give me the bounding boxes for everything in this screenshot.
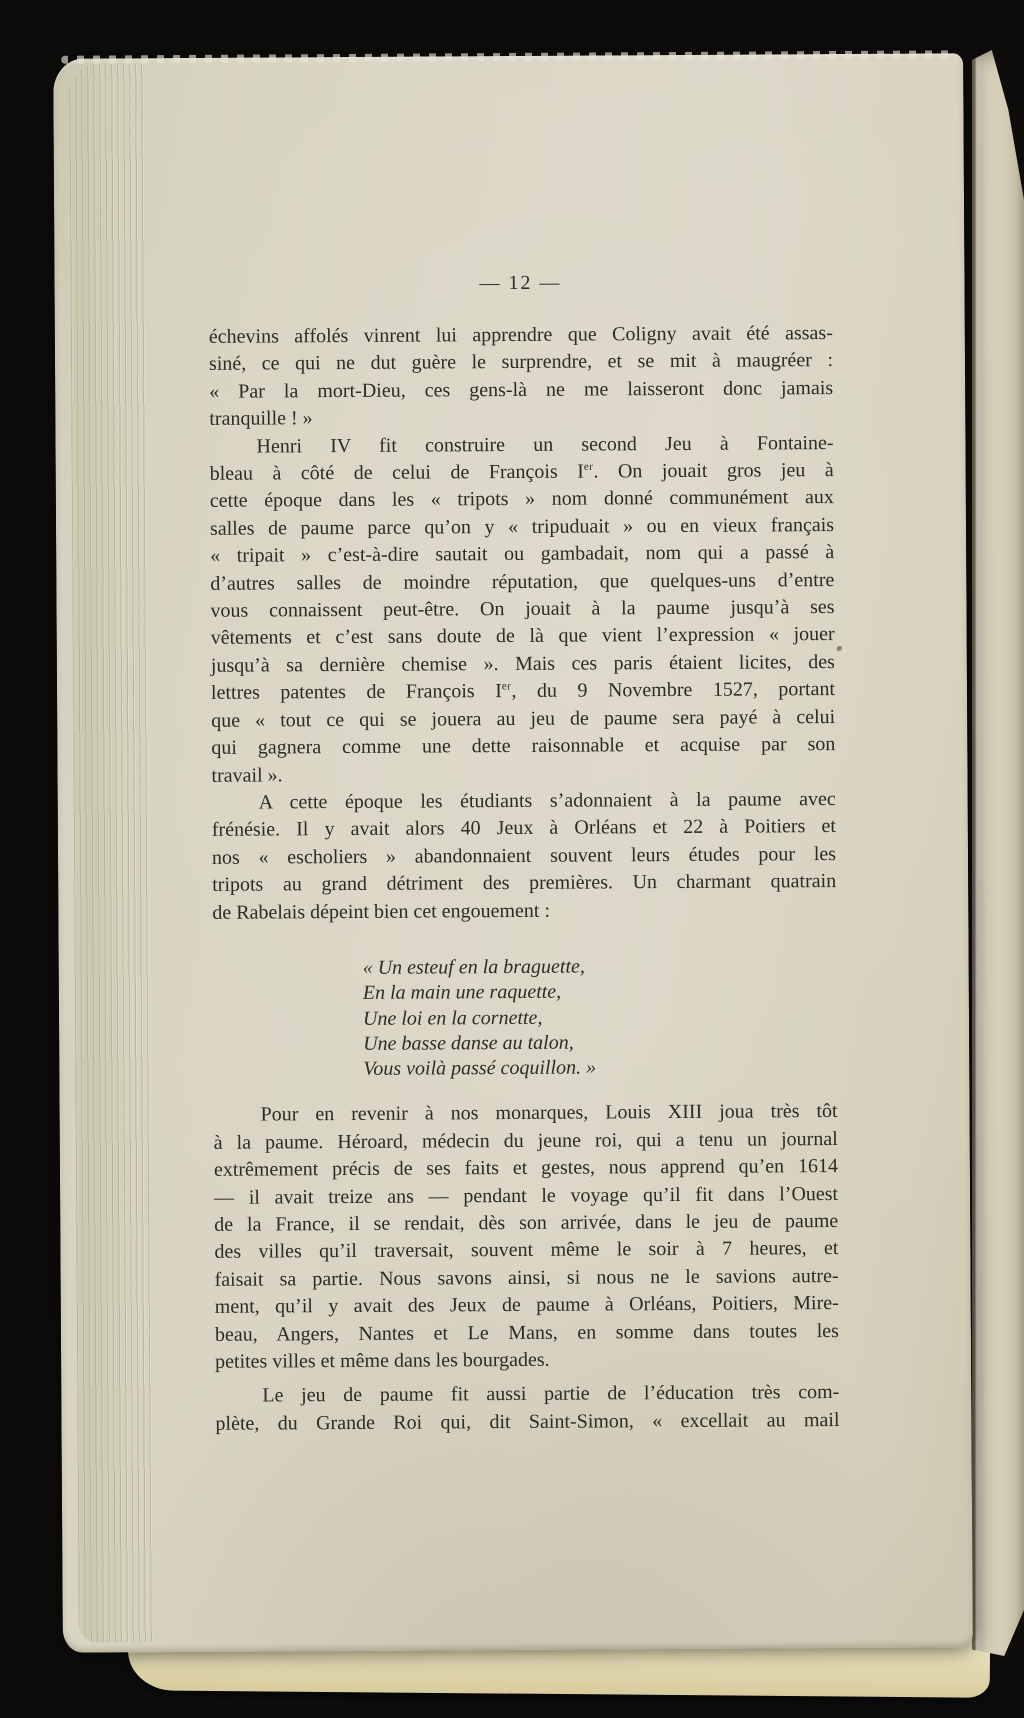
text-line: tranquille ! » — [209, 407, 313, 431]
text-line: « tripait » c’est-à-dire sautait ou gambadait, nom qui a passé à — [210, 541, 835, 568]
paragraph — [215, 1380, 839, 1439]
text-line: Pour en revenir à nos monarques, Louis XIII joua très tôt — [260, 1100, 838, 1126]
paper-speck — [837, 646, 842, 651]
text-line: « Par la mort-Dieu, ces gens-là ne me laisseront donc jamais — [209, 376, 834, 403]
paragraph — [214, 1098, 840, 1376]
text-line: travail ». — [211, 763, 283, 787]
text-line: — il avait treize ans — pendant le voyage qu’il fit dans l’Ouest — [214, 1182, 839, 1209]
page-number: — 12 — — [479, 271, 562, 295]
text-line: faisait sa partie. Nous savons ainsi, si nous ne le savions autre- — [214, 1264, 839, 1291]
text-line: A cette époque les étudiants s’adonnaient à la paume avec — [258, 787, 836, 814]
text-line: des villes qu’il traversait, souvent même le soir à 7 heures, et — [214, 1237, 839, 1264]
text-line: de la France, il se rendait, dès son arrivée, dans le jeu de paume — [214, 1210, 839, 1236]
text-line: cette époque dans les « tripots » nom donné communément aux — [209, 486, 834, 513]
text-line: salles de paume parce qu’on y « tripuduait » ou en vieux français — [209, 513, 835, 540]
text-line: En la main une raquette, — [362, 980, 562, 1005]
text-line: à la paume. Héroard, médecin du jeune roi, qui a tenu un journal — [213, 1127, 838, 1154]
book-page — [53, 53, 973, 1653]
text-line: Henri IV fit construire un second Jeu à Fontaine- — [256, 431, 834, 458]
text-line: bleau à côté de celui de François Ier. On jouait gros jeu à — [209, 459, 834, 485]
text-line: lettres patentes de François Ier, du 9 Novembre 1527, portant — [210, 678, 836, 705]
text-block — [209, 320, 840, 1438]
verse-block — [363, 953, 838, 1082]
paragraph — [209, 320, 834, 433]
text-line: que « tout ce qui se jouera au jeu de paume sera payé à celui — [211, 705, 836, 732]
deckle-edge-top — [61, 50, 953, 63]
text-line: frénésie. Il y avait alors 40 Jeux à Orléans et 22 à Poitiers et — [211, 815, 836, 842]
text-line: échevins affolés vinrent lui apprendre que Coligny avait été assas- — [208, 322, 833, 348]
text-line: Une basse danse au talon, — [363, 1031, 574, 1055]
text-line: Le jeu de paume fit aussi partie de l’éducation très com- — [262, 1381, 840, 1408]
text-line: vous connaissent peut-être. On jouait à la paume jusqu’à ses — [210, 596, 835, 622]
text-line: siné, ce qui ne dut guère le surprendre, et se mit à maugréer : — [208, 349, 834, 376]
text-line: Vous voilà passé coquillon. » — [363, 1056, 597, 1081]
text-line: qui gagnera comme une dette raisonnable et acquise par son — [211, 733, 836, 759]
text-line: plète, du Grande Roi qui, dit Saint-Simon, « excellait au mail — [215, 1408, 840, 1435]
paragraph — [212, 786, 837, 927]
text-line: d’autres salles de moindre réputation, que quelques-uns d’entre — [210, 568, 835, 595]
text-line: vêtements et c’est sans doute de là que vient l’expression « jouer — [210, 623, 835, 650]
text-line: Une loi en la cornette, — [362, 1006, 543, 1030]
text-line: tripots au grand détriment des premières. Un charmant quatrain — [212, 870, 837, 896]
text-line: de Rabelais dépeint bien cet engouement : — [212, 899, 551, 924]
left-stacked-page-edges — [69, 64, 155, 1642]
text-line: nos « escholiers » abandonnaient souvent leurs études pour les — [211, 842, 837, 869]
text-line: beau, Angers, Nantes et Le Mans, en somme dans toutes les — [214, 1319, 839, 1346]
text-line: jusqu’à sa dernière chemise ». Mais ces paris étaient licites, des — [210, 650, 835, 677]
text-line: extrêmement précis de ses faits et gestes, nous apprend qu’en 1614 — [213, 1155, 838, 1182]
text-line: petites villes et même dans les bourgades. — [215, 1348, 550, 1373]
paragraph — [209, 430, 835, 790]
text-line: ment, qu’il y avait des Jeux de paume à Orléans, Poitiers, Mire- — [214, 1292, 839, 1319]
facing-page-edge — [972, 50, 1024, 1656]
text-line: « Un esteuf en la braguette, — [362, 955, 585, 979]
